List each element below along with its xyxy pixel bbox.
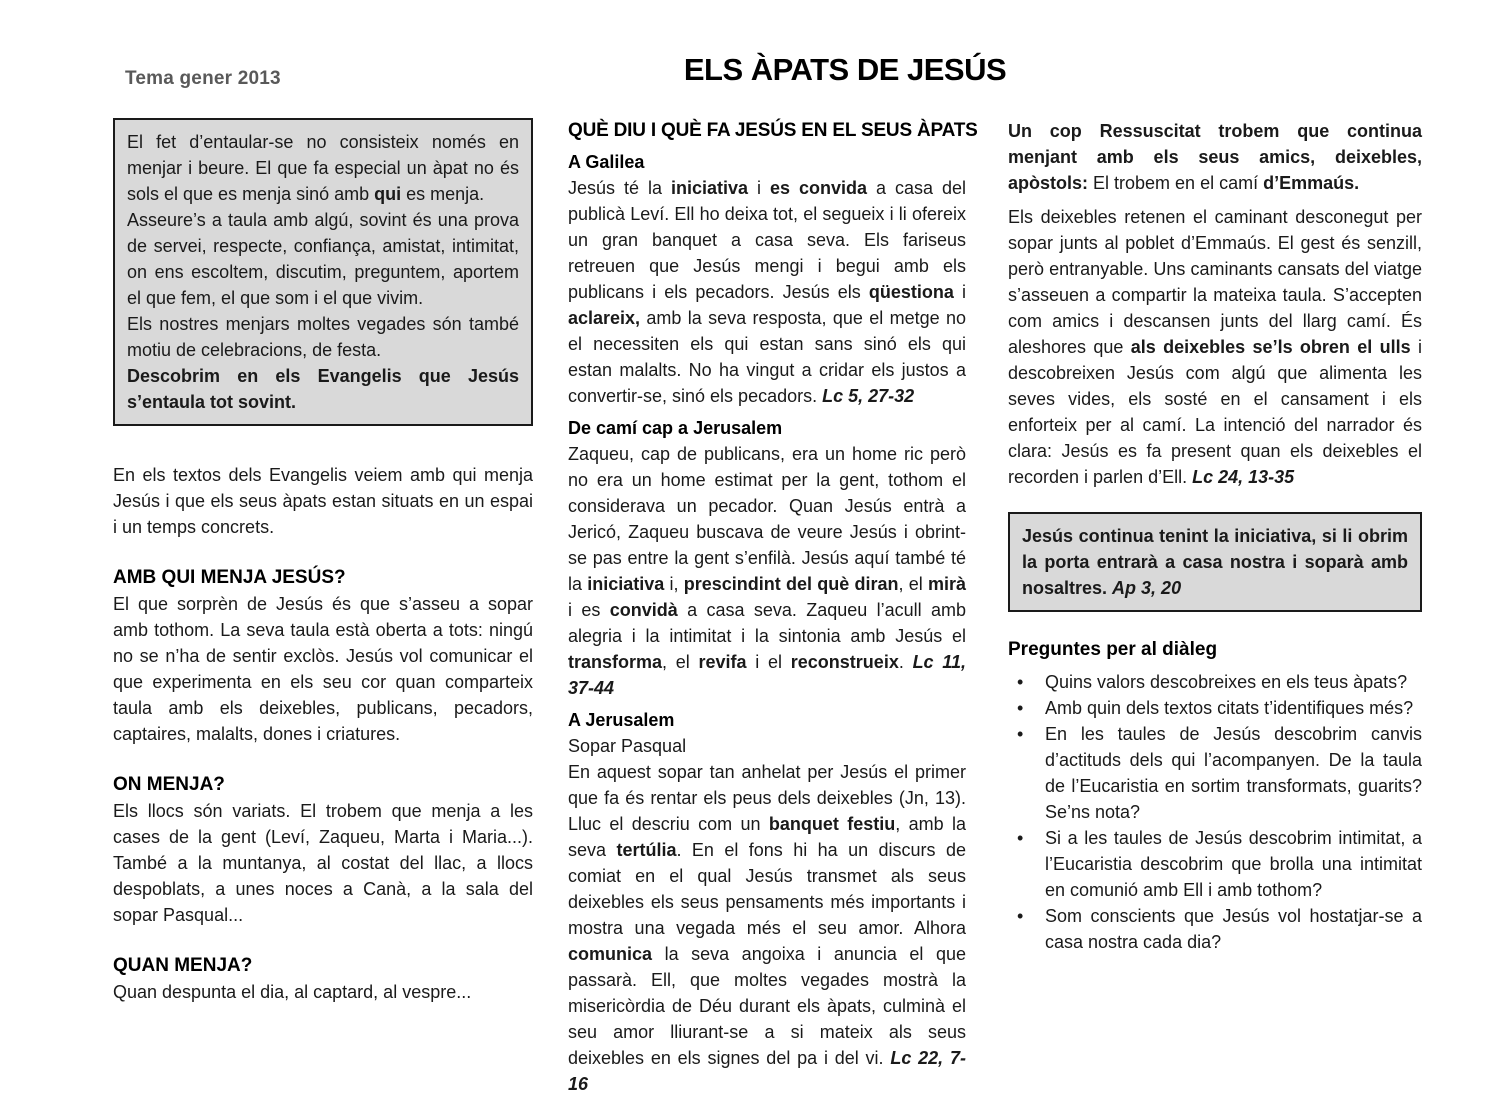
section-body: El que sorprèn de Jesús és que s’asseu a sopar amb tothom. La seva taula està oberta a tots: ningú no se n’ha de sentir exclòs. Jesús vol comunicar el que experimenta en els seu cor quan comparteix taula amb els deixebles, publicans, pecadors, captaires, malalts, dones i criatures. (113, 591, 533, 747)
subsection-paragraph: Jesús té la iniciativa i es convida a casa del publicà Leví. Ell ho deixa tot, el segueix i li ofereix un gran banquet a casa seva. Els fariseus retreuen que Jesús mengi i begui amb els publicans i els pecadors. Jesús els qüestiona i aclareix, amb la seva resposta, que el metge no el necessiten els qui estan sans sinó els qui estan malalts. No ha vingut a cridar els justos a convertir-se, sinó els pecadors. Lc 5, 27-32 (568, 175, 966, 409)
left-intro-paragraph: En els textos dels Evangelis veiem amb qui menja Jesús i que els seus àpats estan situats en un espai i un temps concrets. (113, 462, 533, 540)
section-heading: ON MENJA? (113, 772, 533, 797)
quote-box (1008, 512, 1422, 612)
section-de-cami (568, 415, 966, 701)
subsection-paragraph: En aquest sopar tan anhelat per Jesús el primer que fa és rentar els peus dels deixebles (Jn, 13). Lluc el descriu com un banquet festiu, amb la seva tertúlia. En el fons hi ha un discurs de comiat en el qual Jesús transmet als seus deixebles els seus pensaments més importants i mostra una vegada més el seu amor. Alhora comunica la seva angoixa i anuncia el que passarà. Ell, que moltes vegades mostrà la misericòrdia de Déu durant els àpats, culminà el seu amor lliurant-se a si mateix als seus deixebles en els signes del pa i del vi. Lc 22, 7-16 (568, 759, 966, 1097)
dialog-heading: Preguntes per al diàleg (1008, 637, 1422, 662)
section-heading: AMB QUI MENJA JESÚS? (113, 565, 533, 590)
bullet-text: Quins valors descobreixes en els teus àpats? (1045, 669, 1422, 695)
section-a-galilea (568, 149, 966, 409)
list-item (1008, 903, 1422, 955)
section-quan-menja (113, 953, 533, 1005)
list-item (1008, 825, 1422, 903)
section-on-menja (113, 772, 533, 928)
section-heading: QUAN MENJA? (113, 953, 533, 978)
resurrection-lead-paragraph: Un cop Ressuscitat trobem que continua menjant amb els seus amics, deixebles, apòstols: El trobem en el camí d’Emmaús. (1008, 118, 1422, 196)
bullet-icon: • (1008, 669, 1045, 695)
intro-box-paragraph: Asseure’s a taula amb algú, sovint és una prova de servei, respecte, confiança, amistat, intimitat, on ens escoltem, discutim, preguntem, aportem el que fem, el que som i el que vivim. (127, 207, 519, 311)
middle-column (568, 118, 966, 1097)
left-column (113, 118, 533, 1005)
bullet-text: Amb quin dels textos citats t’identifiques més? (1045, 695, 1422, 721)
emmaus-paragraph: Els deixebles retenen el caminant desconegut per sopar junts al poblet d’Emmaús. El gest és senzill, però entranyable. Uns caminants cansats del viatge s’asseuen a compartir la mateixa taula. S’accepten com amics i descansen junts del llarg camí. És aleshores que als deixebles se’ls obren el ulls i descobreixen Jesús com algú que alimenta les seves vides, els sosté en el cansament i els enforteix per al camí. La intenció del narrador és clara: Jesús es fa present quan els deixebles el recorden i parlen d’Ell. Lc 24, 13-35 (1008, 204, 1422, 490)
bullet-text: Si a les taules de Jesús descobrim intimitat, a l’Eucaristia descobrim que brolla una intimitat en comunió amb Ell i amb tothom? (1045, 825, 1422, 903)
subsection-paragraph: Zaqueu, cap de publicans, era un home ric però no era un home estimat per la gent, tothom el considerava un pecador. Quan Jesús entrà a Jericó, Zaqueu buscava de veure Jesús i obrint-se pas entre la gent s’enfilà. Jesús aquí també té la iniciativa i, prescindint del què diran, el mirà i es convidà a casa seva. Zaqueu l’acull amb alegria i la intimitat i la sintonia amb Jesús el transforma, el revifa i el reconstrueix. Lc 11, 37-44 (568, 441, 966, 701)
section-body: Quan despunta el dia, al captard, al vespre... (113, 979, 533, 1005)
section-amb-qui-menja (113, 565, 533, 747)
intro-box-paragraph: Descobrim en els Evangelis que Jesús s’entaula tot sovint. (127, 363, 519, 415)
bullet-icon: • (1008, 721, 1045, 747)
section-body: Els llocs són variats. El trobem que menja a les cases de la gent (Leví, Zaqueu, Marta i Maria...). També a la muntanya, al costat del llac, a llocs despoblats, a unes noces a Canà, a la sala del sopar Pasqual... (113, 798, 533, 928)
list-item (1008, 695, 1422, 721)
list-item (1008, 721, 1422, 825)
intro-box (113, 118, 533, 426)
section-a-jerusalem (568, 707, 966, 1097)
issue-label: Tema gener 2013 (125, 68, 281, 90)
subsection-heading: A Galilea (568, 149, 966, 175)
intro-box-paragraph: El fet d’entaular-se no consisteix només en menjar i beure. El que fa especial un àpat no és sols el que es menja sinó amb qui es menja. (127, 129, 519, 207)
quote-box-paragraph: Jesús continua tenint la iniciativa, si li obrim la porta entrarà a casa nostra i soparà amb nosaltres. Ap 3, 20 (1022, 523, 1408, 601)
bullet-icon: • (1008, 903, 1045, 929)
bullet-text: En les taules de Jesús descobrim canvis d’actituds dels qui l’acompanyen. De la taula de l’Eucaristia en sortim transformats, guarits? Se’ns nota? (1045, 721, 1422, 825)
right-column (1008, 118, 1422, 955)
bullet-text: Som conscients que Jesús vol hostatjar-se a casa nostra cada dia? (1045, 903, 1422, 955)
page-title: ELS ÀPATS DE JESÚS (520, 52, 1170, 88)
middle-column-heading: QUÈ DIU I QUÈ FA JESÚS EN EL SEUS ÀPATS (568, 118, 966, 143)
bullet-icon: • (1008, 825, 1045, 851)
dialog-bullet-list (1008, 669, 1422, 955)
subsection-intro-line: Sopar Pasqual (568, 733, 966, 759)
bullet-icon: • (1008, 695, 1045, 721)
subsection-heading: A Jerusalem (568, 707, 966, 733)
intro-box-paragraph: Els nostres menjars moltes vegades són també motiu de celebracions, de festa. (127, 311, 519, 363)
subsection-heading: De camí cap a Jerusalem (568, 415, 966, 441)
list-item (1008, 669, 1422, 695)
